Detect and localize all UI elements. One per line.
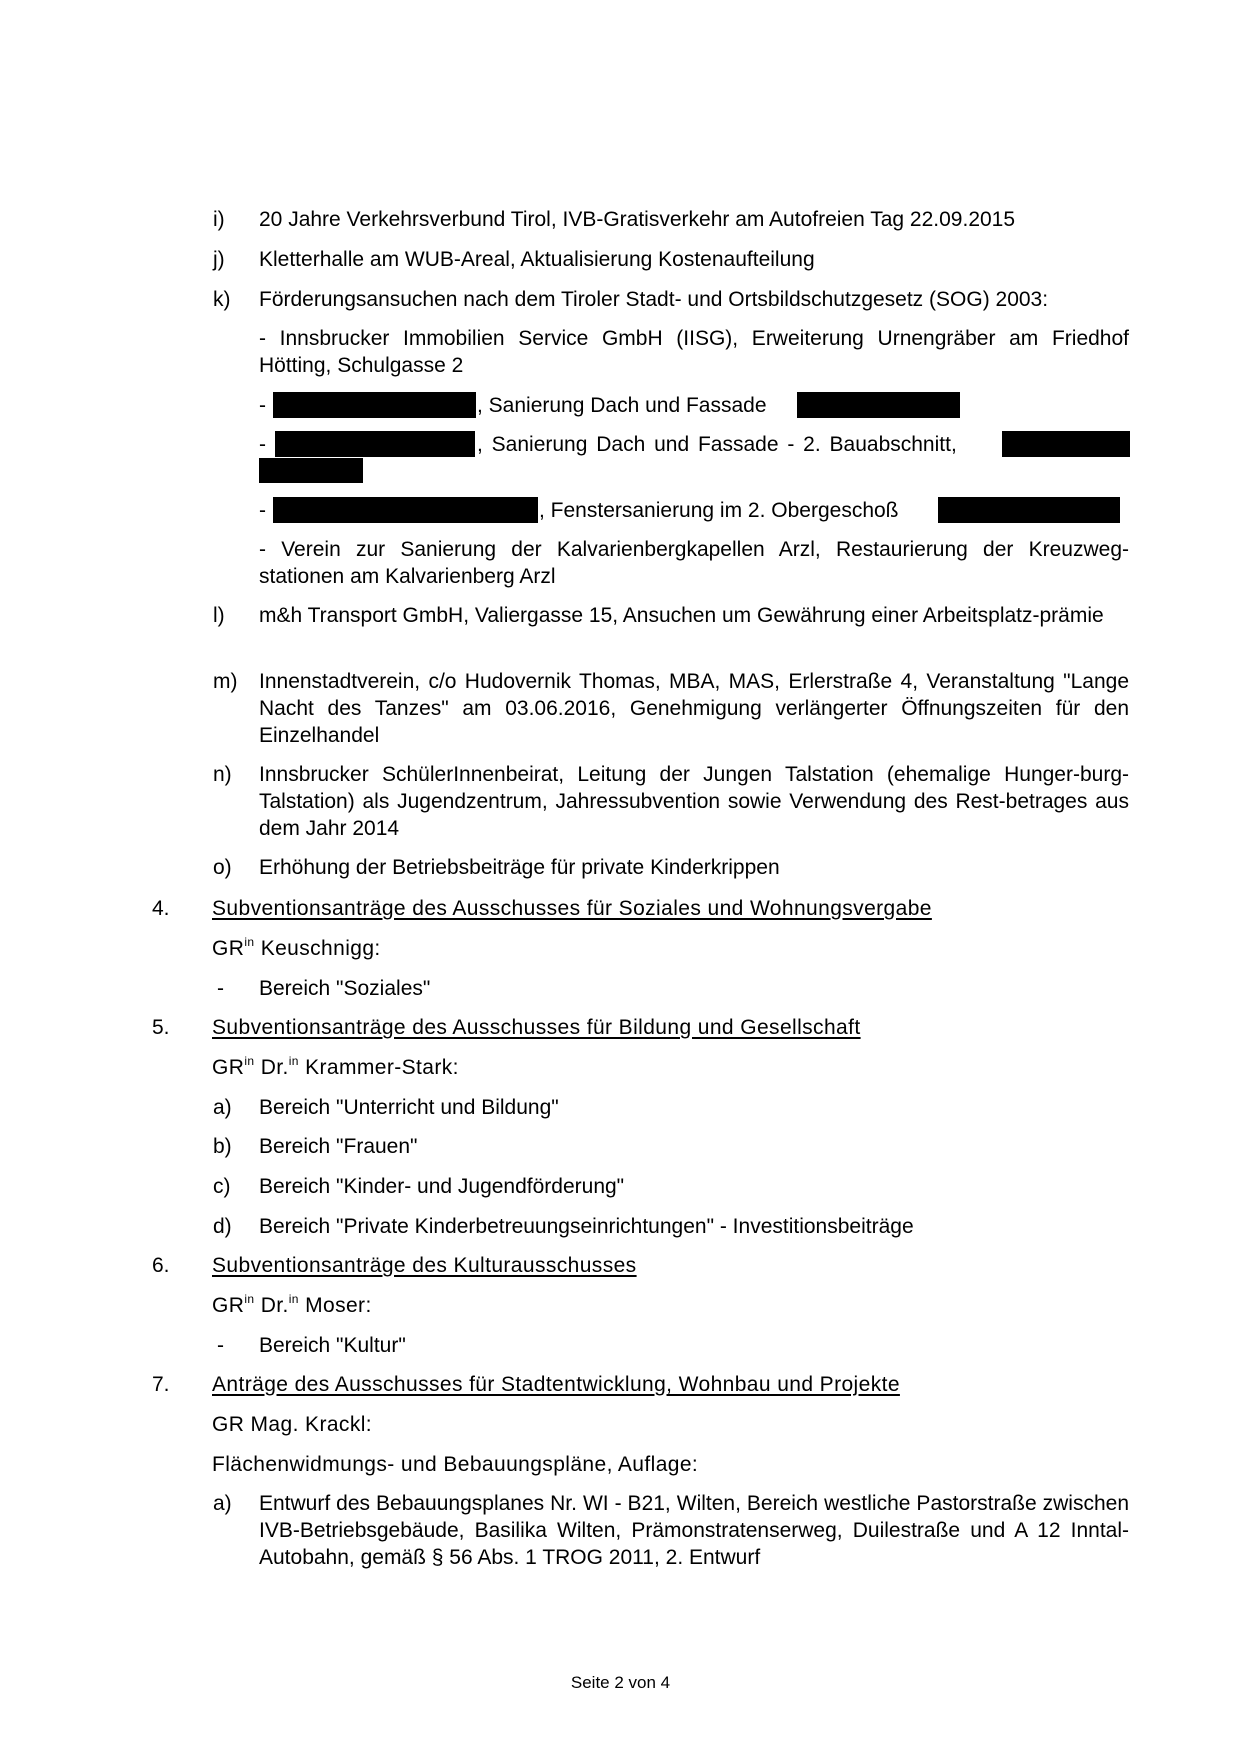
speaker-prefix: GR [212, 1294, 245, 1317]
k-sub-verein: - Verein zur Sanierung der Kalvarienbergkapellen Arzl, Restaurierung der Kreuzweg-stationen am Kalvarienberg Arzl [259, 538, 1129, 588]
speaker-sup: in [244, 1292, 255, 1306]
redaction-block [275, 431, 475, 457]
item-label: - [217, 977, 224, 1000]
item-text: Innenstadtverein, c/o Hudovernik Thomas, MBA, MAS, Erlerstraße 4, Veranstaltung "Lange Nacht des Tanzes" am 03.06.2016, Genehmigung verlängerter Öffnungszeiten für den Einzelhandel [259, 670, 1129, 747]
speaker-title: Dr. [254, 1294, 289, 1317]
speaker-title: Dr. [254, 1056, 289, 1079]
item-label: m) [213, 670, 238, 693]
item-text: Erhöhung der Betriebsbeiträge für private Kinderkrippen [259, 856, 780, 879]
item-label: d) [213, 1215, 232, 1238]
item-text: Innsbrucker SchülerInnenbeirat, Leitung der Jungen Talstation (ehemalige Hunger-burg-Talstation) als Jugendzentrum, Jahressubvention sowie Verwendung des Rest-betrages aus dem Jahr 2014 [259, 763, 1129, 840]
section-number: 7. [152, 1373, 170, 1396]
speaker-sup: in [244, 1054, 255, 1068]
item-text: Bereich "Soziales" [259, 977, 431, 1000]
section-title: Subventionsanträge des Ausschusses für Soziales und Wohnungsvergabe [212, 897, 932, 920]
speaker-prefix: GR [212, 937, 245, 960]
k-sub-dash: - [259, 394, 266, 417]
item-text: Bereich "Frauen" [259, 1135, 418, 1158]
item-text: Kletterhalle am WUB-Areal, Aktualisierung Kostenaufteilung [259, 248, 815, 271]
item-text: Bereich "Kultur" [259, 1334, 406, 1357]
speaker [212, 1292, 372, 1319]
speaker [212, 1054, 459, 1081]
item-label: j) [213, 248, 225, 271]
k-sub-iisg [259, 325, 1129, 379]
item-label: c) [213, 1175, 231, 1198]
redaction-block [1002, 431, 1130, 457]
item-label: a) [213, 1096, 232, 1119]
item-label: l) [213, 604, 225, 627]
section-number: 6. [152, 1254, 170, 1277]
item-label: - [217, 1334, 224, 1357]
item-label: a) [213, 1492, 232, 1515]
speaker-prefix: GR [212, 1056, 245, 1079]
item-label: b) [213, 1135, 232, 1158]
item-text: Bereich "Kinder- und Jugendförderung" [259, 1175, 625, 1198]
speaker [212, 935, 381, 962]
k-sub-redacted-2-text: , Sanierung Dach und Fassade - 2. Bauabschnitt, [477, 433, 957, 456]
k-sub-redacted-3-text: , Fenstersanierung im 2. Obergeschoß [539, 499, 899, 522]
speaker-name: Moser: [298, 1294, 372, 1317]
redaction-block [273, 497, 538, 523]
speaker-name: Krammer-Stark: [298, 1056, 459, 1079]
item-label: k) [213, 288, 231, 311]
item-text: m&h Transport GmbH, Valiergasse 15, Ansuchen um Gewährung einer Arbeitsplatz-prämie [259, 604, 1104, 627]
item-label: i) [213, 208, 225, 231]
redaction-block [273, 392, 476, 418]
item-text: Bereich "Unterricht und Bildung" [259, 1096, 559, 1119]
speaker-name: Keuschnigg: [254, 937, 381, 960]
section-title: Anträge des Ausschusses für Stadtentwicklung, Wohnbau und Projekte [212, 1373, 900, 1396]
page-footer: Seite 2 von 4 [570, 1673, 671, 1692]
speaker-sup: in [288, 1292, 299, 1306]
section-number: 4. [152, 897, 170, 920]
item-text: Entwurf des Bebauungsplanes Nr. WI - B21, Wilten, Bereich westliche Pastorstraße zwischen IVB-Betriebsgebäude, Basilika Wilten, Prämonstratenserweg, Duilestraße und A 12 Inntal-Autobahn, gemäß § 56 Abs. 1 TROG 2011, 2. Entwurf [259, 1492, 1129, 1569]
k-sub-redacted-1-text: , Sanierung Dach und Fassade [477, 394, 767, 417]
speaker-sup: in [244, 935, 255, 949]
speaker-sup: in [288, 1054, 299, 1068]
item-label: o) [213, 856, 232, 879]
item-text: Bereich "Private Kinderbetreuungseinrichtungen" - Investitionsbeiträge [259, 1215, 914, 1238]
k-sub-iisg-text: - Innsbrucker Immobilien Service GmbH (IISG), Erweiterung Urnengräber am Friedhof Hötting, Schulgasse 2 [259, 327, 1129, 377]
section-title: Subventionsanträge des Kulturausschusses [212, 1254, 637, 1277]
redaction-block [797, 392, 960, 418]
item-label: n) [213, 763, 232, 786]
redaction-block [938, 497, 1120, 523]
item-text: 20 Jahre Verkehrsverbund Tirol, IVB-Gratisverkehr am Autofreien Tag 22.09.2015 [259, 208, 1016, 231]
subheading: Flächenwidmungs- und Bebauungspläne, Auflage: [212, 1453, 699, 1476]
section-title: Subventionsanträge des Ausschusses für Bildung und Gesellschaft [212, 1016, 861, 1039]
k-sub-dash: - [259, 433, 266, 456]
k-sub-dash: - [259, 499, 266, 522]
redaction-block [259, 458, 363, 483]
item-text: Förderungsansuchen nach dem Tiroler Stadt- und Ortsbildschutzgesetz (SOG) 2003: [259, 288, 1049, 311]
section-number: 5. [152, 1016, 170, 1039]
speaker: GR Mag. Krackl: [212, 1413, 373, 1436]
